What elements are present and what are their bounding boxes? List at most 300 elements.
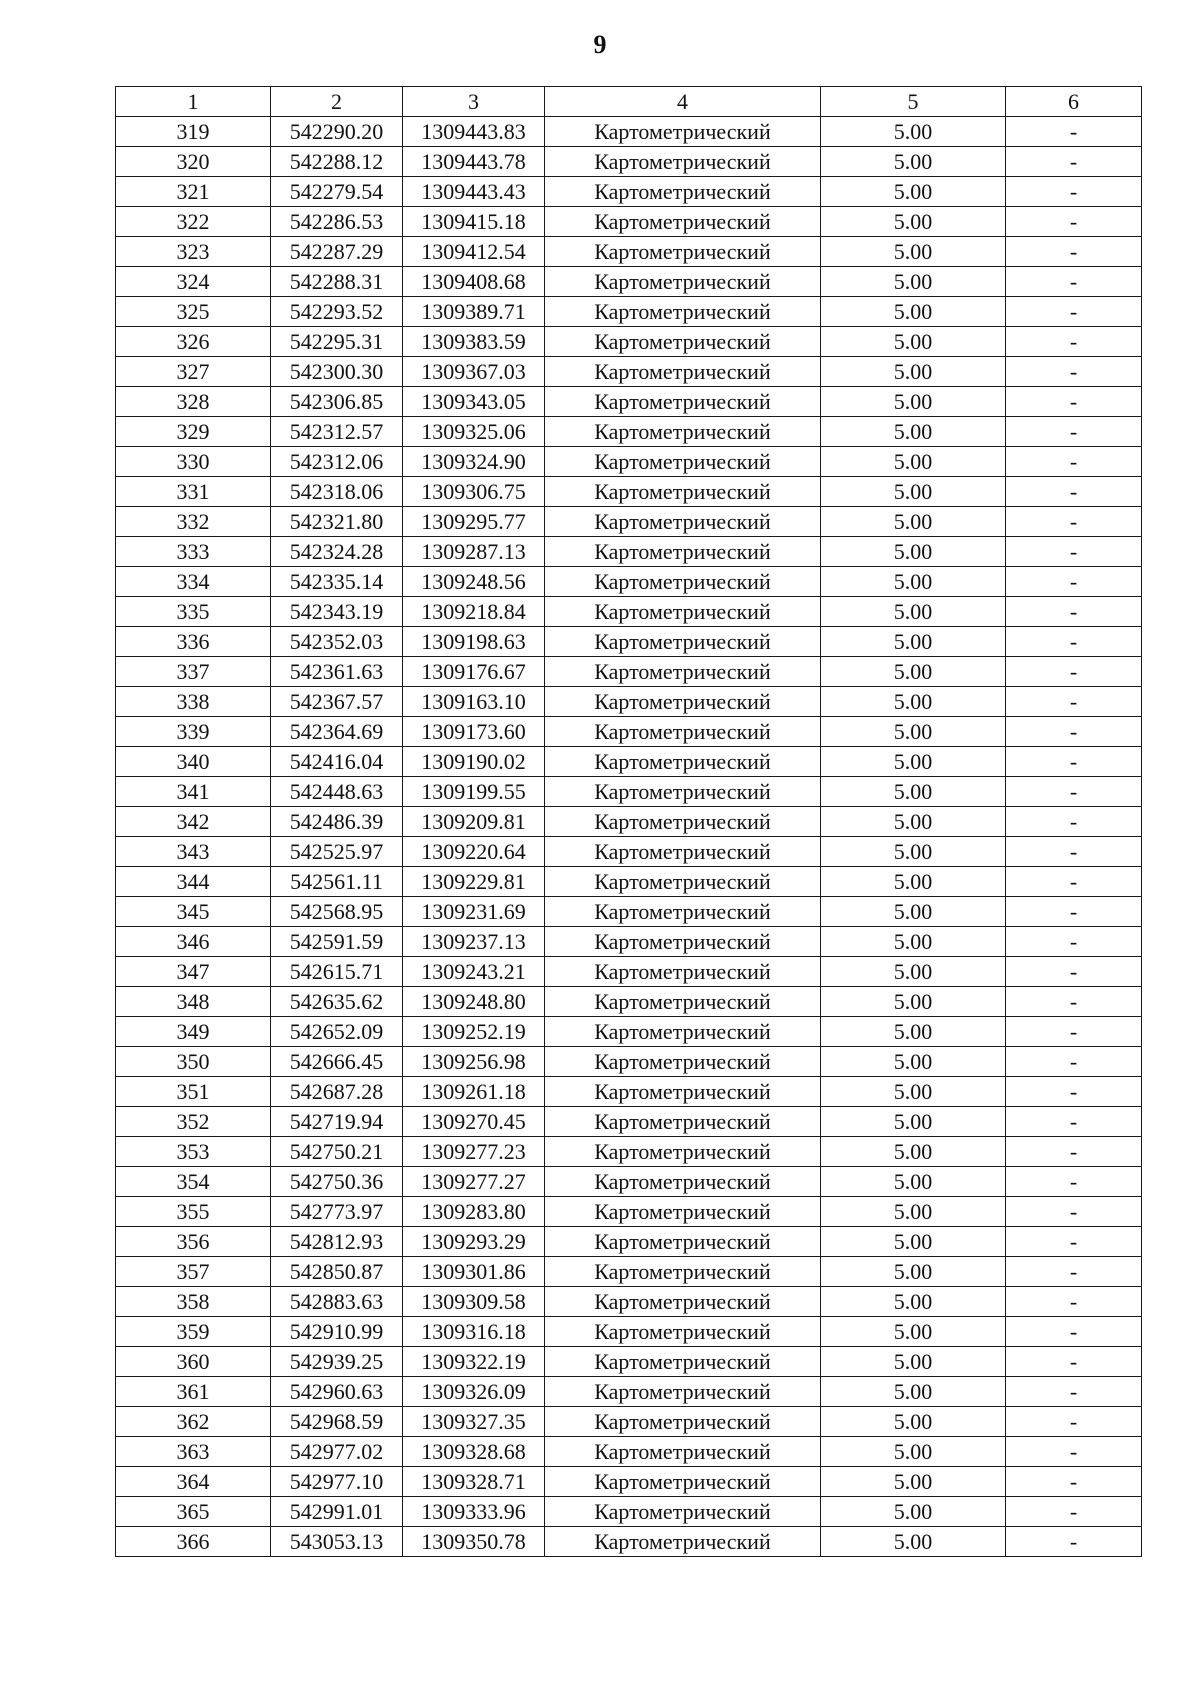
accuracy-cell: 5.00 [821,1407,1006,1437]
table-row [116,1497,1142,1527]
x-coordinate-cell: 542286.53 [271,207,403,237]
accuracy-cell: 5.00 [821,597,1006,627]
point-number-cell: 352 [116,1107,271,1137]
x-coordinate-cell: 542750.21 [271,1137,403,1167]
point-number-cell: 334 [116,567,271,597]
method-cell: Картометрический [545,987,821,1017]
table-row [116,297,1142,327]
x-coordinate-cell: 542293.52 [271,297,403,327]
table-row [116,537,1142,567]
table-row [116,1527,1142,1557]
accuracy-cell: 5.00 [821,657,1006,687]
y-coordinate-cell: 1309301.86 [403,1257,545,1287]
y-coordinate-cell: 1309328.68 [403,1437,545,1467]
table-row [116,1137,1142,1167]
table-row [116,1317,1142,1347]
table-row [116,357,1142,387]
header-cell-6: 6 [1006,87,1142,117]
method-cell: Картометрический [545,1017,821,1047]
description-cell: - [1006,1377,1142,1407]
accuracy-cell: 5.00 [821,1437,1006,1467]
accuracy-cell: 5.00 [821,897,1006,927]
accuracy-cell: 5.00 [821,717,1006,747]
point-number-cell: 341 [116,777,271,807]
method-cell: Картометрический [545,1377,821,1407]
accuracy-cell: 5.00 [821,1257,1006,1287]
accuracy-cell: 5.00 [821,627,1006,657]
y-coordinate-cell: 1309218.84 [403,597,545,627]
table-row [116,1077,1142,1107]
method-cell: Картометрический [545,537,821,567]
description-cell: - [1006,177,1142,207]
accuracy-cell: 5.00 [821,1047,1006,1077]
method-cell: Картометрический [545,1167,821,1197]
description-cell: - [1006,897,1142,927]
accuracy-cell: 5.00 [821,207,1006,237]
description-cell: - [1006,1197,1142,1227]
method-cell: Картометрический [545,1287,821,1317]
x-coordinate-cell: 542939.25 [271,1347,403,1377]
x-coordinate-cell: 542416.04 [271,747,403,777]
table-body [116,117,1142,1557]
x-coordinate-cell: 542312.06 [271,447,403,477]
accuracy-cell: 5.00 [821,477,1006,507]
x-coordinate-cell: 542960.63 [271,1377,403,1407]
point-number-cell: 363 [116,1437,271,1467]
y-coordinate-cell: 1309326.09 [403,1377,545,1407]
point-number-cell: 337 [116,657,271,687]
description-cell: - [1006,1137,1142,1167]
table-row [116,1227,1142,1257]
accuracy-cell: 5.00 [821,777,1006,807]
y-coordinate-cell: 1309287.13 [403,537,545,567]
description-cell: - [1006,1467,1142,1497]
point-number-cell: 338 [116,687,271,717]
description-cell: - [1006,1077,1142,1107]
point-number-cell: 347 [116,957,271,987]
method-cell: Картометрический [545,867,821,897]
accuracy-cell: 5.00 [821,927,1006,957]
y-coordinate-cell: 1309383.59 [403,327,545,357]
accuracy-cell: 5.00 [821,1107,1006,1137]
description-cell: - [1006,1287,1142,1317]
table-row [116,1047,1142,1077]
method-cell: Картометрический [545,1407,821,1437]
accuracy-cell: 5.00 [821,1197,1006,1227]
method-cell: Картометрический [545,1347,821,1377]
description-cell: - [1006,567,1142,597]
x-coordinate-cell: 542361.63 [271,657,403,687]
y-coordinate-cell: 1309328.71 [403,1467,545,1497]
point-number-cell: 340 [116,747,271,777]
y-coordinate-cell: 1309252.19 [403,1017,545,1047]
x-coordinate-cell: 542364.69 [271,717,403,747]
description-cell: - [1006,1497,1142,1527]
header-cell-5: 5 [821,87,1006,117]
x-coordinate-cell: 542288.12 [271,147,403,177]
x-coordinate-cell: 542312.57 [271,417,403,447]
table-row [116,1437,1142,1467]
x-coordinate-cell: 542288.31 [271,267,403,297]
table-row [116,1347,1142,1377]
description-cell: - [1006,417,1142,447]
method-cell: Картометрический [545,927,821,957]
method-cell: Картометрический [545,477,821,507]
x-coordinate-cell: 542306.85 [271,387,403,417]
method-cell: Картометрический [545,1437,821,1467]
table-row [116,567,1142,597]
description-cell: - [1006,297,1142,327]
accuracy-cell: 5.00 [821,957,1006,987]
y-coordinate-cell: 1309229.81 [403,867,545,897]
accuracy-cell: 5.00 [821,417,1006,447]
table-row [116,1257,1142,1287]
x-coordinate-cell: 543053.13 [271,1527,403,1557]
table-row [116,207,1142,237]
accuracy-cell: 5.00 [821,1317,1006,1347]
accuracy-cell: 5.00 [821,1017,1006,1047]
method-cell: Картометрический [545,717,821,747]
point-number-cell: 328 [116,387,271,417]
method-cell: Картометрический [545,1197,821,1227]
accuracy-cell: 5.00 [821,1167,1006,1197]
table-row [116,1377,1142,1407]
point-number-cell: 365 [116,1497,271,1527]
description-cell: - [1006,687,1142,717]
y-coordinate-cell: 1309248.56 [403,567,545,597]
description-cell: - [1006,1407,1142,1437]
y-coordinate-cell: 1309237.13 [403,927,545,957]
description-cell: - [1006,357,1142,387]
x-coordinate-cell: 542321.80 [271,507,403,537]
header-cell-1: 1 [116,87,271,117]
method-cell: Картометрический [545,567,821,597]
x-coordinate-cell: 542666.45 [271,1047,403,1077]
y-coordinate-cell: 1309327.35 [403,1407,545,1437]
table-row [116,1167,1142,1197]
x-coordinate-cell: 542812.93 [271,1227,403,1257]
y-coordinate-cell: 1309306.75 [403,477,545,507]
table-row [116,597,1142,627]
table-row [116,387,1142,417]
description-cell: - [1006,597,1142,627]
x-coordinate-cell: 542448.63 [271,777,403,807]
accuracy-cell: 5.00 [821,567,1006,597]
description-cell: - [1006,237,1142,267]
y-coordinate-cell: 1309283.80 [403,1197,545,1227]
accuracy-cell: 5.00 [821,807,1006,837]
x-coordinate-cell: 542290.20 [271,117,403,147]
point-number-cell: 329 [116,417,271,447]
point-number-cell: 319 [116,117,271,147]
table-row [116,1197,1142,1227]
x-coordinate-cell: 542367.57 [271,687,403,717]
description-cell: - [1006,717,1142,747]
point-number-cell: 322 [116,207,271,237]
point-number-cell: 351 [116,1077,271,1107]
accuracy-cell: 5.00 [821,987,1006,1017]
method-cell: Картометрический [545,507,821,537]
accuracy-cell: 5.00 [821,327,1006,357]
y-coordinate-cell: 1309163.10 [403,687,545,717]
description-cell: - [1006,867,1142,897]
method-cell: Картометрический [545,777,821,807]
point-number-cell: 355 [116,1197,271,1227]
x-coordinate-cell: 542318.06 [271,477,403,507]
method-cell: Картометрический [545,1107,821,1137]
x-coordinate-cell: 542300.30 [271,357,403,387]
y-coordinate-cell: 1309389.71 [403,297,545,327]
table-row [116,957,1142,987]
table-row [116,807,1142,837]
table-row [116,987,1142,1017]
x-coordinate-cell: 542279.54 [271,177,403,207]
description-cell: - [1006,927,1142,957]
method-cell: Картометрический [545,807,821,837]
y-coordinate-cell: 1309190.02 [403,747,545,777]
accuracy-cell: 5.00 [821,357,1006,387]
accuracy-cell: 5.00 [821,1497,1006,1527]
y-coordinate-cell: 1309198.63 [403,627,545,657]
y-coordinate-cell: 1309173.60 [403,717,545,747]
x-coordinate-cell: 542343.19 [271,597,403,627]
table-row [116,267,1142,297]
header-row [116,87,1142,117]
y-coordinate-cell: 1309209.81 [403,807,545,837]
y-coordinate-cell: 1309367.03 [403,357,545,387]
x-coordinate-cell: 542910.99 [271,1317,403,1347]
table-row [116,477,1142,507]
accuracy-cell: 5.00 [821,297,1006,327]
y-coordinate-cell: 1309248.80 [403,987,545,1017]
y-coordinate-cell: 1309350.78 [403,1527,545,1557]
x-coordinate-cell: 542324.28 [271,537,403,567]
y-coordinate-cell: 1309256.98 [403,1047,545,1077]
point-number-cell: 345 [116,897,271,927]
method-cell: Картометрический [545,1497,821,1527]
y-coordinate-cell: 1309231.69 [403,897,545,927]
y-coordinate-cell: 1309333.96 [403,1497,545,1527]
method-cell: Картометрический [545,1527,821,1557]
description-cell: - [1006,1167,1142,1197]
accuracy-cell: 5.00 [821,507,1006,537]
method-cell: Картометрический [545,657,821,687]
table-row [116,747,1142,777]
point-number-cell: 332 [116,507,271,537]
y-coordinate-cell: 1309220.64 [403,837,545,867]
description-cell: - [1006,207,1142,237]
point-number-cell: 321 [116,177,271,207]
y-coordinate-cell: 1309443.78 [403,147,545,177]
description-cell: - [1006,987,1142,1017]
accuracy-cell: 5.00 [821,1077,1006,1107]
x-coordinate-cell: 542591.59 [271,927,403,957]
point-number-cell: 358 [116,1287,271,1317]
table-row [116,117,1142,147]
accuracy-cell: 5.00 [821,447,1006,477]
y-coordinate-cell: 1309309.58 [403,1287,545,1317]
point-number-cell: 360 [116,1347,271,1377]
point-number-cell: 350 [116,1047,271,1077]
description-cell: - [1006,327,1142,357]
point-number-cell: 327 [116,357,271,387]
x-coordinate-cell: 542773.97 [271,1197,403,1227]
method-cell: Картометрический [545,387,821,417]
method-cell: Картометрический [545,747,821,777]
y-coordinate-cell: 1309261.18 [403,1077,545,1107]
accuracy-cell: 5.00 [821,837,1006,867]
y-coordinate-cell: 1309277.23 [403,1137,545,1167]
x-coordinate-cell: 542525.97 [271,837,403,867]
method-cell: Картометрический [545,597,821,627]
x-coordinate-cell: 542635.62 [271,987,403,1017]
method-cell: Картометрический [545,687,821,717]
method-cell: Картометрический [545,297,821,327]
table-row [116,837,1142,867]
y-coordinate-cell: 1309408.68 [403,267,545,297]
table-row [116,147,1142,177]
x-coordinate-cell: 542850.87 [271,1257,403,1287]
header-cell-4: 4 [545,87,821,117]
table-row [116,687,1142,717]
y-coordinate-cell: 1309412.54 [403,237,545,267]
point-number-cell: 359 [116,1317,271,1347]
point-number-cell: 353 [116,1137,271,1167]
table-row [116,237,1142,267]
point-number-cell: 366 [116,1527,271,1557]
accuracy-cell: 5.00 [821,1227,1006,1257]
accuracy-cell: 5.00 [821,1377,1006,1407]
y-coordinate-cell: 1309293.29 [403,1227,545,1257]
table-row [116,1467,1142,1497]
x-coordinate-cell: 542352.03 [271,627,403,657]
x-coordinate-cell: 542719.94 [271,1107,403,1137]
accuracy-cell: 5.00 [821,1137,1006,1167]
description-cell: - [1006,1017,1142,1047]
x-coordinate-cell: 542968.59 [271,1407,403,1437]
accuracy-cell: 5.00 [821,1347,1006,1377]
y-coordinate-cell: 1309277.27 [403,1167,545,1197]
method-cell: Картометрический [545,117,821,147]
point-number-cell: 348 [116,987,271,1017]
point-number-cell: 324 [116,267,271,297]
description-cell: - [1006,1227,1142,1257]
x-coordinate-cell: 542977.02 [271,1437,403,1467]
description-cell: - [1006,747,1142,777]
description-cell: - [1006,777,1142,807]
method-cell: Картометрический [545,147,821,177]
description-cell: - [1006,447,1142,477]
description-cell: - [1006,837,1142,867]
y-coordinate-cell: 1309343.05 [403,387,545,417]
description-cell: - [1006,1047,1142,1077]
table-row [116,777,1142,807]
accuracy-cell: 5.00 [821,1287,1006,1317]
point-number-cell: 364 [116,1467,271,1497]
point-number-cell: 362 [116,1407,271,1437]
accuracy-cell: 5.00 [821,1467,1006,1497]
description-cell: - [1006,627,1142,657]
point-number-cell: 323 [116,237,271,267]
point-number-cell: 349 [116,1017,271,1047]
description-cell: - [1006,387,1142,417]
point-number-cell: 325 [116,297,271,327]
description-cell: - [1006,1107,1142,1137]
x-coordinate-cell: 542287.29 [271,237,403,267]
point-number-cell: 331 [116,477,271,507]
x-coordinate-cell: 542991.01 [271,1497,403,1527]
method-cell: Картометрический [545,1257,821,1287]
table-row [116,627,1142,657]
y-coordinate-cell: 1309324.90 [403,447,545,477]
table-row [116,417,1142,447]
point-number-cell: 354 [116,1167,271,1197]
table-row [116,1017,1142,1047]
y-coordinate-cell: 1309199.55 [403,777,545,807]
accuracy-cell: 5.00 [821,147,1006,177]
table-row [116,657,1142,687]
method-cell: Картометрический [545,357,821,387]
point-number-cell: 342 [116,807,271,837]
x-coordinate-cell: 542295.31 [271,327,403,357]
point-number-cell: 361 [116,1377,271,1407]
table-row [116,507,1142,537]
point-number-cell: 356 [116,1227,271,1257]
accuracy-cell: 5.00 [821,747,1006,777]
method-cell: Картометрический [545,1077,821,1107]
method-cell: Картометрический [545,417,821,447]
y-coordinate-cell: 1309322.19 [403,1347,545,1377]
method-cell: Картометрический [545,177,821,207]
y-coordinate-cell: 1309316.18 [403,1317,545,1347]
header-cell-2: 2 [271,87,403,117]
y-coordinate-cell: 1309325.06 [403,417,545,447]
description-cell: - [1006,1437,1142,1467]
method-cell: Картометрический [545,327,821,357]
x-coordinate-cell: 542568.95 [271,897,403,927]
y-coordinate-cell: 1309443.83 [403,117,545,147]
table-row [116,177,1142,207]
table-header [116,87,1142,117]
accuracy-cell: 5.00 [821,1527,1006,1557]
x-coordinate-cell: 542883.63 [271,1287,403,1317]
x-coordinate-cell: 542561.11 [271,867,403,897]
x-coordinate-cell: 542750.36 [271,1167,403,1197]
accuracy-cell: 5.00 [821,387,1006,417]
y-coordinate-cell: 1309243.21 [403,957,545,987]
accuracy-cell: 5.00 [821,177,1006,207]
description-cell: - [1006,507,1142,537]
table-row [116,1287,1142,1317]
x-coordinate-cell: 542615.71 [271,957,403,987]
point-number-cell: 326 [116,327,271,357]
page-number: 9 [593,30,607,59]
method-cell: Картометрический [545,837,821,867]
point-number-cell: 339 [116,717,271,747]
table-row [116,927,1142,957]
x-coordinate-cell: 542687.28 [271,1077,403,1107]
point-number-cell: 343 [116,837,271,867]
description-cell: - [1006,117,1142,147]
accuracy-cell: 5.00 [821,537,1006,567]
point-number-cell: 357 [116,1257,271,1287]
description-cell: - [1006,537,1142,567]
point-number-cell: 335 [116,597,271,627]
description-cell: - [1006,267,1142,297]
point-number-cell: 346 [116,927,271,957]
description-cell: - [1006,1257,1142,1287]
accuracy-cell: 5.00 [821,267,1006,297]
